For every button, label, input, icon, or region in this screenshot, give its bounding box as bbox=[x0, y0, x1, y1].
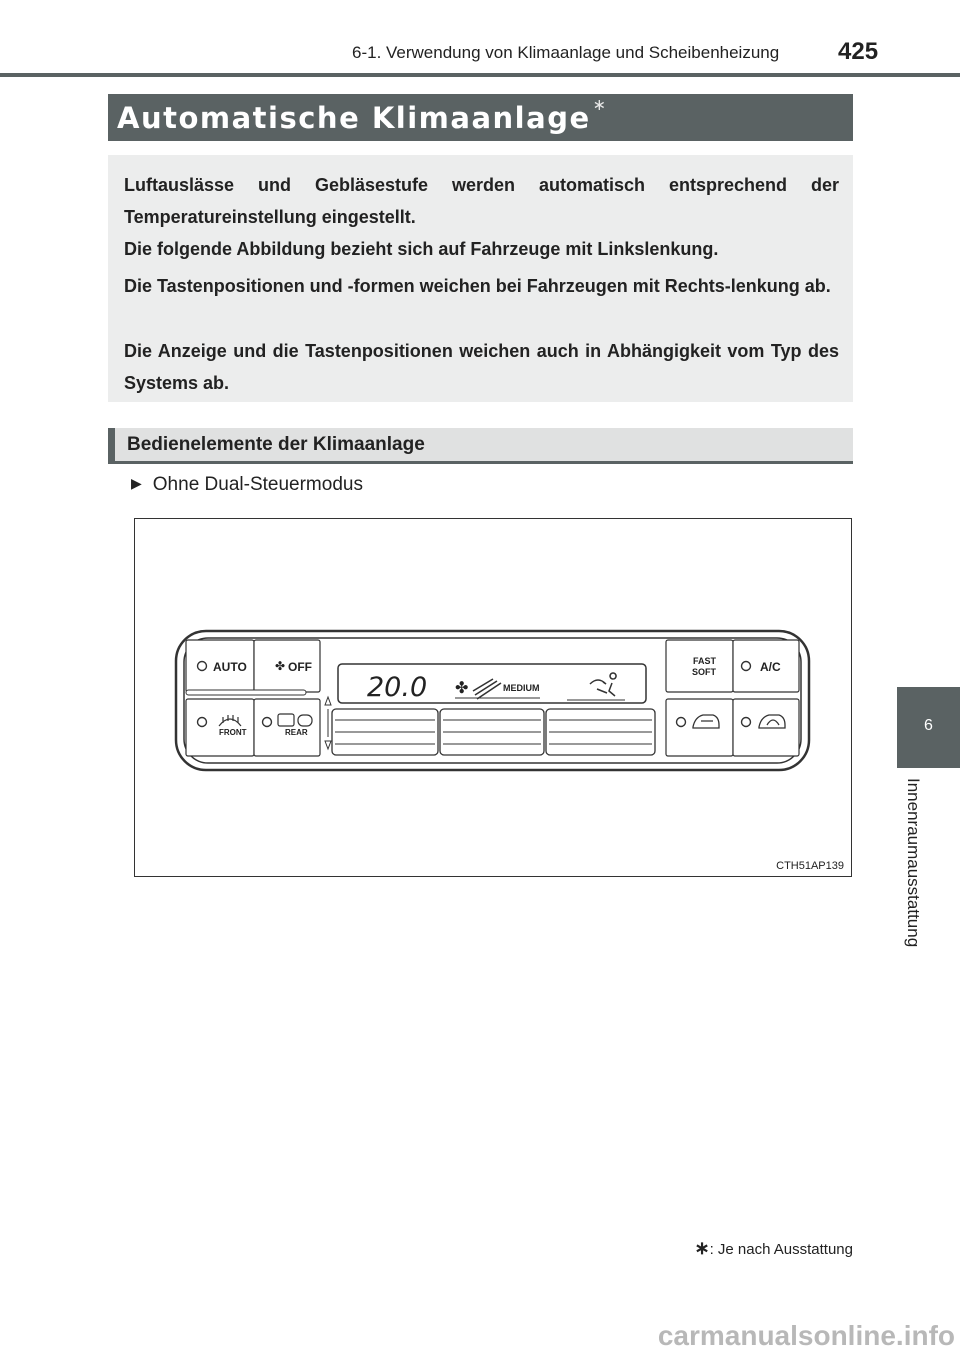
fan-mode-label: MEDIUM bbox=[503, 683, 540, 693]
air-vents bbox=[332, 709, 655, 755]
control-panel-illustration bbox=[135, 519, 853, 878]
soft-label: SOFT bbox=[692, 667, 716, 677]
subsection-title: Bedienelemente der Klimaanlage bbox=[127, 434, 425, 455]
fan-off-button[interactable] bbox=[254, 640, 320, 692]
intro-paragraph: Die Tastenpositionen und -formen weichen bei Fahrzeugen mit Rechts-lenkung ab. bbox=[124, 276, 831, 296]
footnote-marker: ∗ bbox=[694, 1238, 710, 1258]
figure-code: CTH51AP139 bbox=[776, 860, 844, 872]
header-section-path: 6-1. Verwendung von Klimaanlage und Scheibenheizung bbox=[352, 43, 780, 62]
equipment-marker: ∗ bbox=[592, 95, 608, 114]
auto-label: AUTO bbox=[213, 660, 247, 674]
footnote bbox=[694, 1238, 853, 1259]
outside-air-button[interactable] bbox=[666, 699, 733, 756]
intro-paragraph: Luftauslässe und Gebläsestufe werden automatisch entsprechend der Temperatureinstellung eingestellt. bbox=[124, 175, 839, 227]
front-defroster-button[interactable] bbox=[186, 699, 254, 756]
rear-defogger-button[interactable] bbox=[254, 699, 320, 756]
temperature-readout: 20.0 bbox=[367, 672, 428, 703]
recirculation-button[interactable] bbox=[733, 699, 799, 756]
chapter-title: Innenraumausstattung bbox=[904, 778, 923, 948]
section-title-text: Automatische Klimaanlage bbox=[117, 101, 591, 135]
control-panel-figure bbox=[134, 518, 852, 877]
header-rule bbox=[0, 73, 960, 77]
chapter-number: 6 bbox=[924, 717, 933, 734]
fast-label: FAST bbox=[693, 656, 717, 666]
subsection-banner bbox=[108, 428, 853, 464]
intro-box bbox=[108, 155, 853, 402]
fan-speed-icon: ✤ bbox=[455, 680, 469, 697]
page-number: 425 bbox=[838, 38, 879, 65]
chapter-tab bbox=[897, 687, 960, 768]
fan-off-label: OFF bbox=[288, 660, 312, 674]
auto-button[interactable] bbox=[186, 640, 254, 692]
watermark: carmanualsonline.info bbox=[657, 1320, 955, 1351]
rear-label: REAR bbox=[285, 728, 308, 737]
bullet-text: Ohne Dual-Steuermodus bbox=[152, 474, 363, 495]
bullet-item bbox=[131, 474, 363, 496]
fast-soft-button[interactable] bbox=[666, 640, 733, 692]
section-title bbox=[117, 95, 608, 135]
fan-icon: ✤ bbox=[275, 659, 286, 673]
intro-paragraph: Die folgende Abbildung bezieht sich auf Fahrzeuge mit Linkslenkung. bbox=[124, 239, 719, 259]
ac-label: A/C bbox=[760, 660, 781, 674]
button-divider bbox=[186, 690, 306, 695]
section-title-banner bbox=[108, 94, 853, 141]
intro-paragraph: Die Anzeige und die Tastenpositionen weichen auch in Abhängigkeit vom Typ des Systems ab. bbox=[124, 341, 839, 393]
subsection-bar bbox=[108, 428, 115, 461]
ac-button[interactable] bbox=[733, 640, 799, 692]
climate-display bbox=[338, 664, 646, 703]
front-label: FRONT bbox=[219, 728, 247, 737]
triangle-bullet-icon: ▶ bbox=[131, 475, 142, 491]
footnote-text: : Je nach Ausstattung bbox=[709, 1241, 853, 1258]
